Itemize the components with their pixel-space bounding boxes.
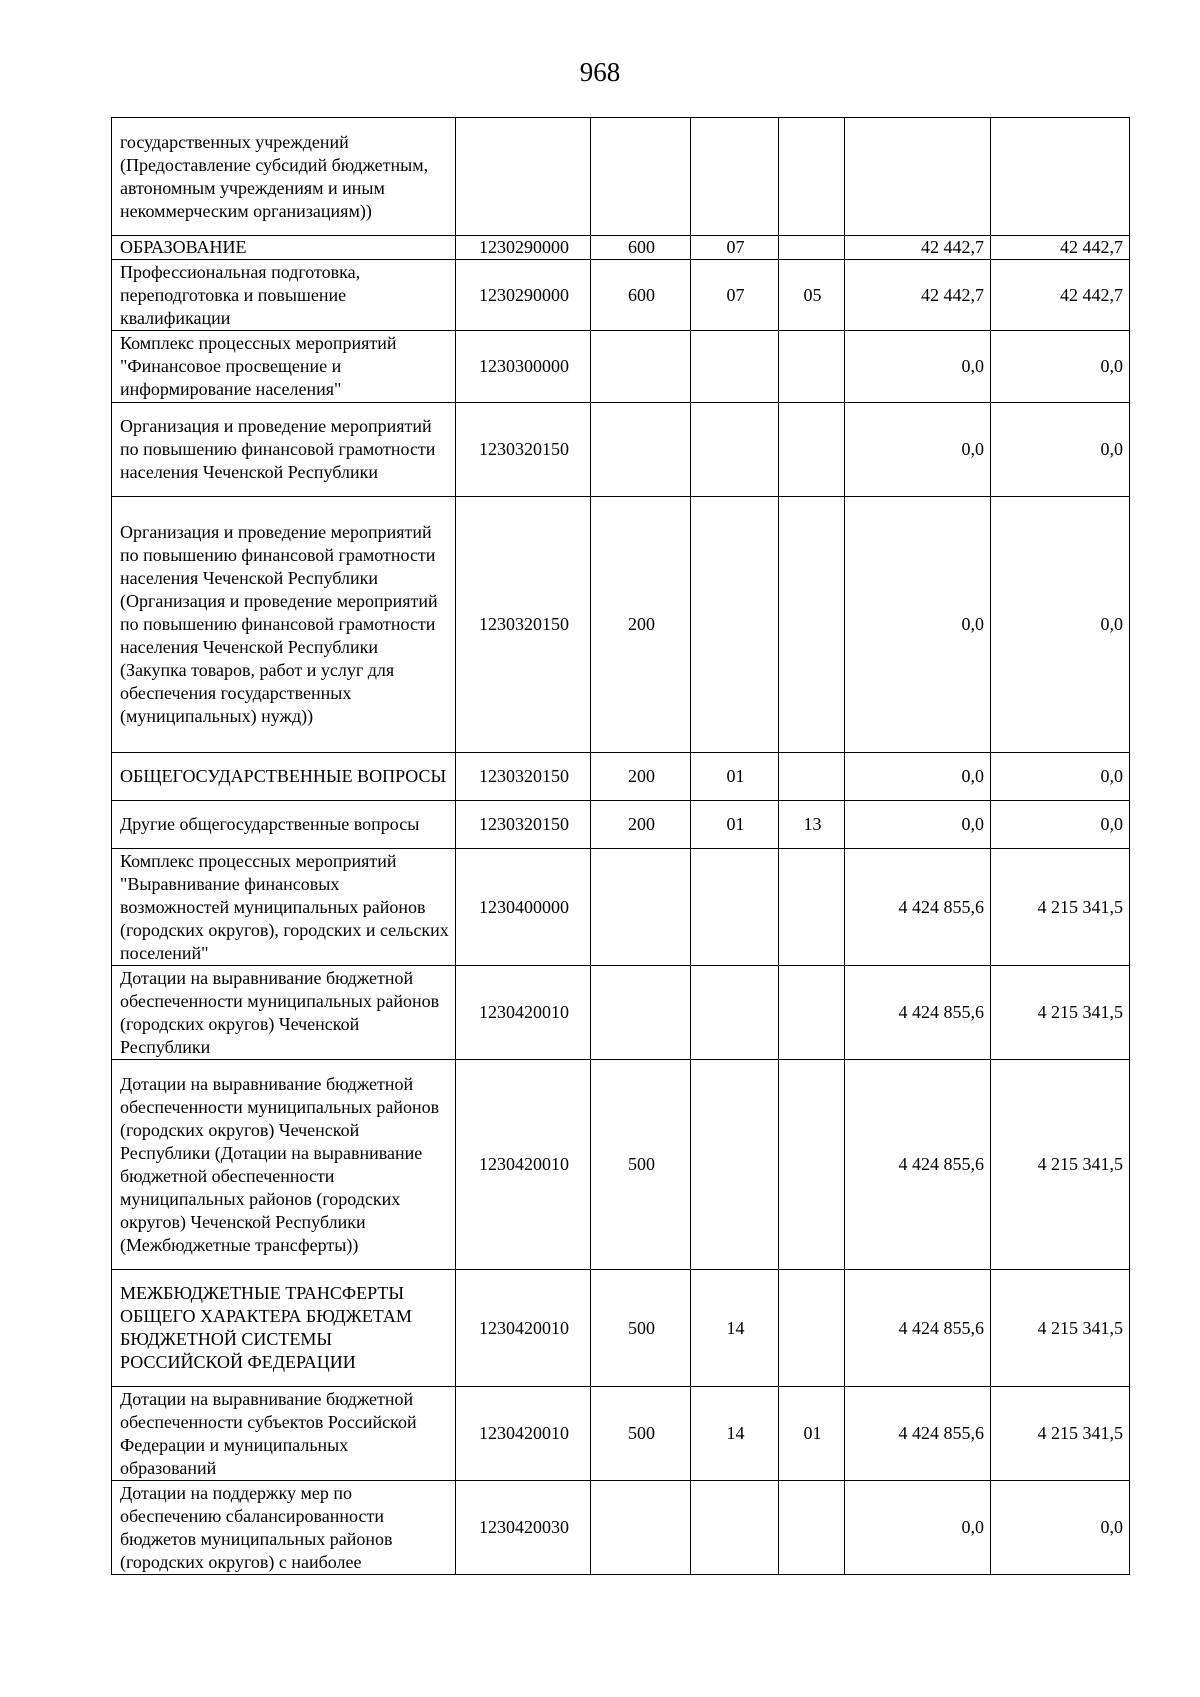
row-section [691,966,779,1060]
row-expense-type [591,403,691,497]
row-subsection [779,403,845,497]
row-amount-2: 0,0 [991,1481,1130,1575]
row-amount-2: 0,0 [991,497,1130,753]
table-row [112,1481,1130,1575]
page-number: 968 [579,57,621,87]
row-expense-type: 500 [591,1270,691,1387]
row-amount-2 [991,118,1130,236]
row-section: 14 [691,1270,779,1387]
table-row [112,753,1130,801]
row-code: 1230420010 [456,1270,591,1387]
row-subsection [779,966,845,1060]
row-amount-1: 4 424 855,6 [845,1387,991,1481]
row-section: 01 [691,753,779,801]
row-name: Организация и проведение мероприятий по повышению финансовой грамотности населения Чеченской Республики (Организация и проведение мероприятий по повышению финансовой грамотности населения Чеченской Республики (Закупка товаров, работ и услуг для обеспечения государственных (муниципальных) нужд)) [112,497,456,753]
row-name: Дотации на выравнивание бюджетной обеспеченности муниципальных районов (городских округов) Чеченской Республики (Дотации на выравнивание бюджетной обеспеченности муниципальных районов (городских округов) Чеченской Республики (Межбюджетные трансферты)) [112,1060,456,1270]
row-amount-2: 0,0 [991,753,1130,801]
table-row [112,1060,1130,1270]
row-expense-type: 200 [591,753,691,801]
row-amount-1: 0,0 [845,801,991,849]
row-amount-2: 0,0 [991,801,1130,849]
row-name: Дотации на поддержку мер по обеспечению сбалансированности бюджетов муниципальных районов (городских округов) с наиболее [112,1481,456,1575]
row-code: 1230420010 [456,1060,591,1270]
row-name: Профессиональная подготовка, переподготовка и повышение квалификации [112,260,456,331]
budget-table [111,117,1130,1575]
row-code: 1230320150 [456,403,591,497]
row-subsection [779,849,845,966]
row-code: 1230290000 [456,260,591,331]
row-expense-type: 600 [591,260,691,331]
row-amount-2: 4 215 341,5 [991,1060,1130,1270]
row-expense-type: 200 [591,801,691,849]
row-amount-1: 0,0 [845,753,991,801]
row-amount-1: 4 424 855,6 [845,1060,991,1270]
table-row [112,801,1130,849]
row-amount-1: 4 424 855,6 [845,849,991,966]
row-subsection [779,1270,845,1387]
row-expense-type: 500 [591,1060,691,1270]
row-code: 1230420010 [456,966,591,1060]
row-subsection [779,236,845,260]
row-amount-1 [845,118,991,236]
row-section [691,118,779,236]
row-name: МЕЖБЮДЖЕТНЫЕ ТРАНСФЕРТЫ ОБЩЕГО ХАРАКТЕРА БЮДЖЕТАМ БЮДЖЕТНОЙ СИСТЕМЫ РОССИЙСКОЙ ФЕДЕРАЦИИ [112,1270,456,1387]
row-amount-1: 42 442,7 [845,260,991,331]
row-amount-1: 4 424 855,6 [845,966,991,1060]
row-name: Организация и проведение мероприятий по повышению финансовой грамотности населения Чеченской Республики [112,403,456,497]
row-code: 1230420010 [456,1387,591,1481]
row-subsection: 13 [779,801,845,849]
table-row [112,236,1130,260]
table-row [112,260,1130,331]
row-section: 07 [691,236,779,260]
row-name: Другие общегосударственные вопросы [112,801,456,849]
row-amount-1: 0,0 [845,331,991,403]
row-expense-type: 600 [591,236,691,260]
row-amount-2: 0,0 [991,331,1130,403]
table-row [112,403,1130,497]
row-name: государственных учреждений (Предоставление субсидий бюджетным, автономным учреждениям и иным некоммерческим организациям)) [112,118,456,236]
row-amount-1: 42 442,7 [845,236,991,260]
row-amount-2: 0,0 [991,403,1130,497]
row-section [691,497,779,753]
row-section [691,1060,779,1270]
row-amount-2: 4 215 341,5 [991,1387,1130,1481]
row-section [691,403,779,497]
row-amount-1: 0,0 [845,497,991,753]
row-subsection [779,1481,845,1575]
row-expense-type [591,331,691,403]
row-amount-1: 0,0 [845,1481,991,1575]
budget-table-body [112,118,1130,1575]
row-section [691,331,779,403]
row-subsection [779,118,845,236]
row-name: Дотации на выравнивание бюджетной обеспеченности муниципальных районов (городских округов) Чеченской Республики [112,966,456,1060]
table-row [112,331,1130,403]
row-code: 1230420030 [456,1481,591,1575]
row-code: 1230400000 [456,849,591,966]
row-amount-1: 0,0 [845,403,991,497]
table-row [112,1270,1130,1387]
row-amount-2: 42 442,7 [991,236,1130,260]
row-expense-type: 500 [591,1387,691,1481]
row-code: 1230320150 [456,753,591,801]
row-subsection: 05 [779,260,845,331]
row-section [691,1481,779,1575]
table-row [112,849,1130,966]
row-subsection: 01 [779,1387,845,1481]
row-code: 1230320150 [456,497,591,753]
row-expense-type: 200 [591,497,691,753]
table-row [112,1387,1130,1481]
row-amount-1: 4 424 855,6 [845,1270,991,1387]
row-section [691,849,779,966]
row-subsection [779,497,845,753]
row-code: 1230290000 [456,236,591,260]
row-expense-type [591,966,691,1060]
row-section: 07 [691,260,779,331]
row-amount-2: 4 215 341,5 [991,1270,1130,1387]
row-name: Комплекс процессных мероприятий "Финансовое просвещение и информирование населения" [112,331,456,403]
row-amount-2: 4 215 341,5 [991,849,1130,966]
row-code: 1230320150 [456,801,591,849]
row-subsection [779,1060,845,1270]
row-expense-type [591,118,691,236]
row-subsection [779,331,845,403]
row-amount-2: 4 215 341,5 [991,966,1130,1060]
row-name: Комплекс процессных мероприятий "Выравнивание финансовых возможностей муниципальных районов (городских округов), городских и сельских поселений" [112,849,456,966]
row-code: 1230300000 [456,331,591,403]
row-amount-2: 42 442,7 [991,260,1130,331]
row-section: 14 [691,1387,779,1481]
table-row [112,497,1130,753]
row-name: Дотации на выравнивание бюджетной обеспеченности субъектов Российской Федерации и муниципальных образований [112,1387,456,1481]
row-code [456,118,591,236]
row-name: ОБРАЗОВАНИЕ [112,236,456,260]
row-subsection [779,753,845,801]
row-expense-type [591,849,691,966]
table-row [112,966,1130,1060]
row-section: 01 [691,801,779,849]
table-row [112,118,1130,236]
row-name: ОБЩЕГОСУДАРСТВЕННЫЕ ВОПРОСЫ [112,753,456,801]
row-expense-type [591,1481,691,1575]
